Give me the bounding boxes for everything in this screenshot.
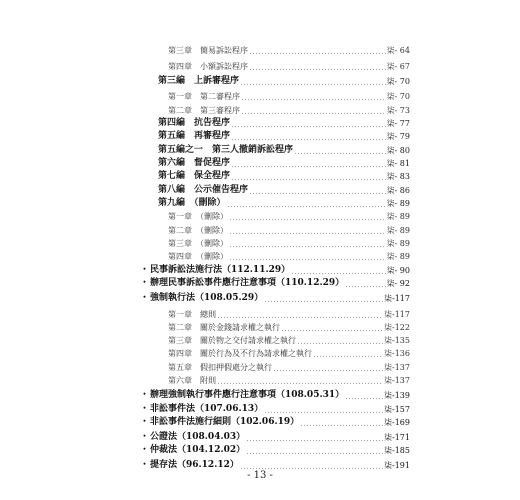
- toc-entry-label: 提存法（96.12.12）: [150, 460, 239, 470]
- page-number: - 13 -: [247, 470, 273, 481]
- dot-leader: [300, 425, 383, 426]
- dot-leader: [227, 206, 386, 207]
- toc-entry-page: 柒- 80: [386, 146, 410, 155]
- toc-entry-label: 第三編 上訴審程序: [158, 76, 240, 86]
- toc-entry-page: 柒-169: [384, 418, 410, 427]
- toc-entry-label: 第一章 第二審程序: [168, 92, 240, 101]
- toc-entry[interactable]: [158, 130, 410, 143]
- toc-entry-label: 非訟事件法施行細則（102.06.19）: [150, 417, 300, 427]
- bullet-icon: ・: [140, 460, 150, 470]
- toc-entry-label: 第七編 保全程序: [158, 171, 231, 181]
- toc-entry[interactable]: [158, 197, 410, 210]
- toc-entry[interactable]: [168, 104, 410, 117]
- dot-leader: [231, 166, 386, 167]
- dot-leader: [240, 84, 386, 85]
- dot-leader: [249, 69, 386, 70]
- toc-entry-label: 第一章 總則: [168, 310, 216, 319]
- bullet-icon: ・: [140, 404, 150, 414]
- toc-entry-label: 第五章 假扣押假處分之執行: [168, 363, 272, 372]
- toc-entry-label: 第三章 （刪除）: [168, 239, 228, 248]
- toc-entry-page: 柒- 83: [386, 172, 410, 181]
- toc-entry-label: 仲裁法（104.12.02）: [150, 445, 246, 455]
- toc-entry-page: 柒-136: [384, 349, 410, 358]
- dot-leader: [273, 370, 383, 371]
- toc-entry[interactable]: [140, 389, 410, 402]
- toc-entry-label: 第三章 簡易訴訟程序: [168, 46, 248, 55]
- toc-entry-page: 柒-117: [384, 310, 410, 319]
- toc-entry-label: 第二章 關於金錢請求權之執行: [168, 323, 280, 332]
- dot-leader: [231, 126, 386, 127]
- toc-entry[interactable]: [158, 144, 410, 157]
- toc-entry-label: 第六編 督促程序: [158, 158, 231, 168]
- toc-entry[interactable]: [168, 210, 410, 223]
- toc-entry[interactable]: [140, 444, 410, 457]
- dot-leader: [291, 273, 385, 274]
- dot-leader: [217, 383, 383, 384]
- toc-entry-label: 第五編 再審程序: [158, 131, 231, 141]
- dot-leader: [229, 259, 386, 260]
- bullet-icon: ・: [140, 265, 150, 275]
- dot-leader: [345, 398, 383, 399]
- toc-entry[interactable]: [140, 292, 410, 305]
- toc-entry-page: 柒-137: [384, 363, 410, 372]
- bullet-icon: ・: [140, 432, 150, 442]
- bullet-icon: ・: [140, 390, 150, 400]
- bullet-icon: ・: [140, 417, 150, 427]
- toc-entry[interactable]: [168, 90, 410, 103]
- dot-leader: [297, 343, 383, 344]
- toc-entry-label: 民事訴訟法施行法（112.11.29）: [150, 265, 291, 275]
- toc-entry-label: 第四編 抗告程序: [158, 118, 231, 128]
- bullet-icon: ・: [140, 278, 150, 288]
- toc-entry[interactable]: [168, 347, 410, 360]
- dot-leader: [264, 301, 383, 302]
- toc-entry-label: 第六章 附則: [168, 376, 216, 385]
- dot-leader: [241, 99, 386, 100]
- toc-entry-label: 第三章 關於物之交付請求權之執行: [168, 336, 296, 345]
- dot-leader: [241, 113, 386, 114]
- toc-entry[interactable]: [168, 334, 410, 347]
- toc-entry-page: 柒-191: [384, 461, 410, 470]
- toc-entry[interactable]: [140, 264, 410, 277]
- dot-leader: [246, 453, 383, 454]
- dot-leader: [231, 179, 386, 180]
- dot-leader: [264, 412, 383, 413]
- toc-entry[interactable]: [168, 308, 410, 321]
- dot-leader: [313, 356, 383, 357]
- toc-entry-page: 柒- 73: [386, 106, 410, 115]
- bullet-icon: ・: [140, 445, 150, 455]
- toc-entry-label: 第五編之一 第三人撤銷訴訟程序: [158, 145, 294, 155]
- toc-entry[interactable]: [168, 237, 410, 250]
- dot-leader: [281, 330, 383, 331]
- toc-entry-page: 柒-135: [384, 336, 410, 345]
- toc-entry-label: 公證法（108.04.03）: [150, 432, 246, 442]
- toc-entry[interactable]: [158, 75, 410, 88]
- toc-entry-label: 第四章 （刪除）: [168, 252, 228, 261]
- toc-entry-page: 柒- 64: [386, 46, 410, 55]
- toc-entry-label: 第四章 關於行為及不行為請求權之執行: [168, 349, 312, 358]
- toc-entry-page: 柒-137: [384, 376, 410, 385]
- toc-entry[interactable]: [140, 431, 410, 444]
- toc-entry[interactable]: [158, 117, 410, 130]
- toc-entry[interactable]: [140, 416, 410, 429]
- dot-leader: [240, 468, 383, 469]
- toc-entry-label: 第九編 （刪除）: [158, 198, 226, 208]
- toc-entry-page: 柒-117: [384, 294, 410, 303]
- toc-entry[interactable]: [168, 321, 410, 334]
- toc-entry-label: 第八編 公示催告程序: [158, 185, 249, 195]
- toc-entry-page: 柒- 81: [386, 159, 410, 168]
- toc-entry-page: 柒-157: [384, 405, 410, 414]
- dot-leader: [345, 286, 385, 287]
- toc-entry[interactable]: [158, 170, 410, 183]
- toc-entry-label: 辦理民事訴訟事件應行注意事項（110.12.29）: [150, 278, 345, 288]
- toc-entry[interactable]: [158, 157, 410, 170]
- toc-entry-page: 柒- 77: [386, 119, 410, 128]
- toc-entry-page: 柒- 89: [386, 199, 410, 208]
- toc-entry-page: 柒- 70: [386, 77, 410, 86]
- toc-entry[interactable]: [140, 277, 410, 290]
- toc-entry[interactable]: [168, 224, 410, 237]
- toc-entry-page: 柒-185: [384, 446, 410, 455]
- dot-leader: [229, 233, 386, 234]
- dot-leader: [249, 193, 386, 194]
- toc-entry-label: 非訟事件法（107.06.13）: [150, 404, 264, 414]
- toc-entry[interactable]: [158, 184, 410, 197]
- toc-entry[interactable]: [140, 403, 410, 416]
- dot-leader: [294, 153, 386, 154]
- toc-entry-page: 柒- 70: [386, 92, 410, 101]
- toc-entry-page: 柒-122: [384, 323, 410, 332]
- toc-entry-label: 第二章 （刪除）: [168, 226, 228, 235]
- toc-entry-label: 強制執行法（108.05.29）: [150, 293, 264, 303]
- dot-leader: [231, 139, 386, 140]
- toc-entry-label: 第一章 （刪除）: [168, 212, 228, 221]
- toc-entry-page: 柒- 92: [386, 279, 410, 288]
- toc-entry-page: 柒- 89: [386, 212, 410, 221]
- toc-entry[interactable]: [168, 60, 410, 73]
- dot-leader: [249, 53, 386, 54]
- toc-entry-page: 柒- 89: [386, 252, 410, 261]
- dot-leader: [246, 440, 383, 441]
- toc-entry-page: 柒- 89: [386, 226, 410, 235]
- toc-entry-page: 柒- 67: [386, 62, 410, 71]
- toc-entry-page: 柒- 79: [386, 132, 410, 141]
- toc-entry-page: 柒- 90: [386, 266, 410, 275]
- toc-entry[interactable]: [168, 374, 410, 387]
- toc-entry-label: 辦理強制執行事件應行注意事項（108.05.31）: [150, 390, 345, 400]
- toc-entry[interactable]: [168, 44, 410, 57]
- dot-leader: [217, 317, 383, 318]
- dot-leader: [229, 246, 386, 247]
- toc-entry-page: 柒- 86: [386, 186, 410, 195]
- dot-leader: [229, 219, 386, 220]
- bullet-icon: ・: [140, 293, 150, 303]
- toc-entry[interactable]: [168, 361, 410, 374]
- toc-entry-page: 柒- 89: [386, 239, 410, 248]
- toc-entry[interactable]: [168, 250, 410, 263]
- toc-entry-page: 柒-171: [384, 433, 410, 442]
- toc-entry-label: 第二章 第三審程序: [168, 106, 240, 115]
- toc-entry-page: 柒-139: [384, 391, 410, 400]
- toc-entry-label: 第四章 小額訴訟程序: [168, 62, 248, 71]
